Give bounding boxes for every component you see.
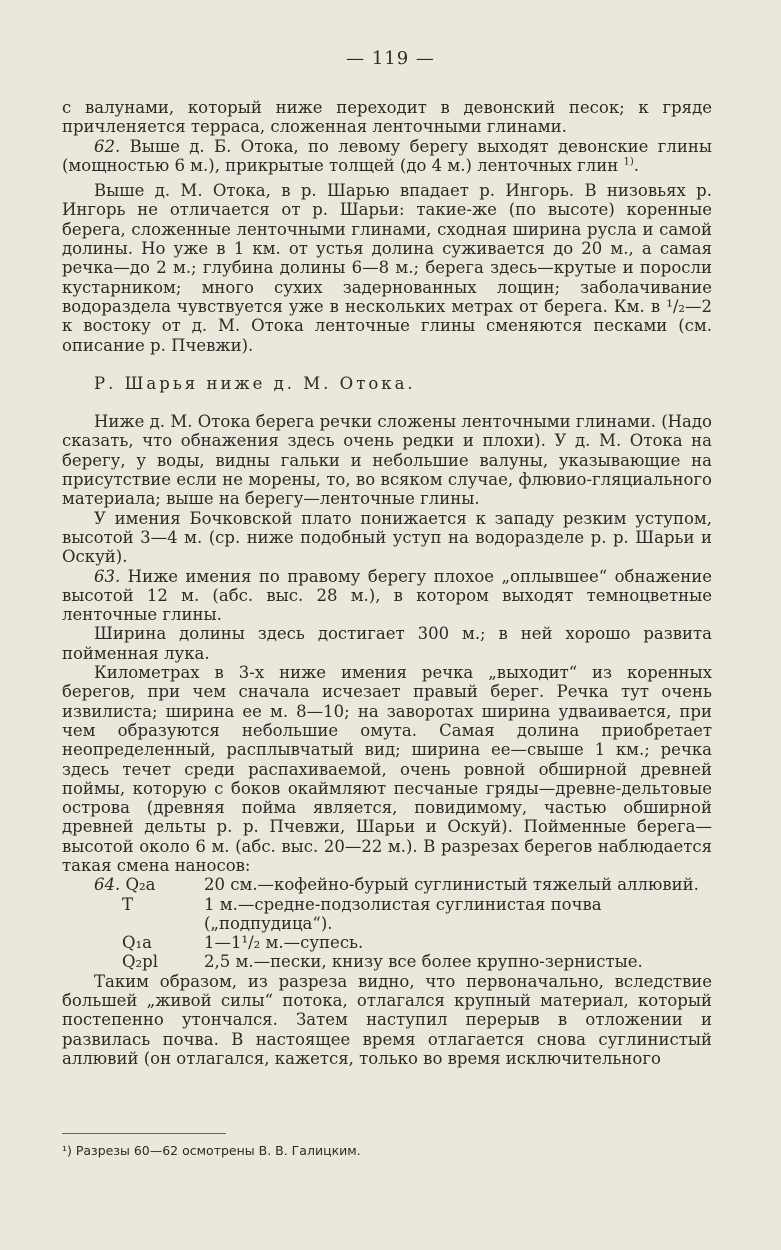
paragraph-below-otok: Ниже д. М. Отока берега речки сложены ленточными глинами. (Надо сказать, что обнажения здесь очень редки и плохи). У д. М. Отока на берегу, у воды, видны гальки и небольшие валуны, указывающие на присутствие если не морены, то, во всяком случае, флювио-гляциального материала; выше на берегу—ленточные глины.	[62, 412, 712, 509]
layer-code: T	[122, 894, 134, 914]
layer-description: 1—1¹/₂ м.—супесь.	[204, 933, 364, 953]
paragraph-conclusion: Таким образом, из разреза видно, что первоначально, вследствие большей „живой силы“ потока, отлагался крупный материал, который постепенно утончался. Затем наступил перерыв в отложении и развилась почва. В настоящее время отлагается снова суглинистый аллювий (он отлагался, кажется, только во время исключительного	[62, 971, 712, 1068]
paragraph-63-text: Ниже имения по правому берегу плохое „оплывшее“ обнажение высотой 12 м. (абс. выс. 28 м.), в котором выходят темноцветные ленточные глины.	[62, 566, 712, 625]
page-number: — 119 —	[346, 48, 435, 69]
layer-code-text: Q₂a	[125, 875, 156, 895]
section-number-63: 63.	[94, 566, 121, 586]
section-64	[62, 875, 712, 971]
section-64-row	[94, 895, 712, 934]
section-64-row	[94, 933, 712, 952]
footnote-divider	[62, 1133, 226, 1134]
section-64-row	[94, 952, 712, 971]
paragraph-valley-width: Ширина долины здесь достигает 300 м.; в ней хорошо развита пойменная лука.	[62, 624, 712, 663]
paragraph-62-tail: .	[633, 155, 639, 175]
layer-code	[94, 875, 204, 894]
paragraph-intro: с валунами, который ниже переходит в девонский песок; к гряде причленяется терраса, сложенная ленточными глинами.	[62, 98, 712, 137]
layer-description: 1 м.—средне-подзолистая суглинистая почва („подпудица“).	[204, 894, 602, 933]
layer-code: Q₁a	[122, 933, 152, 953]
section-number-64: 64.	[94, 875, 121, 895]
paragraph-63	[62, 567, 712, 625]
section-number-62: 62.	[94, 136, 121, 156]
layer-description: 20 см.—кофейно-бурый суглинистый тяжелый аллювий.	[204, 875, 699, 895]
footnote: ¹) Разрезы 60—62 осмотрены В. В. Галицким.	[62, 1143, 361, 1158]
footnote-ref: 1)	[623, 156, 634, 168]
layer-description: 2,5 м.—пески, книзу все более крупно-зернистые.	[204, 952, 643, 972]
section-heading: Р. Шарья ниже д. М. Отока.	[94, 373, 416, 393]
paragraph-62	[62, 137, 712, 176]
paragraph-otok: Выше д. М. Отока, в р. Шарью впадает р. Ингорь. В низовьях р. Ингорь не отличается от р. Шарьи: такие-же (по высоте) коренные берега, сложенные ленточными глинами, сходная ширина русла и самой долины. Но уже в 1 км. от устья долина суживается до 20 м., а самая речка—до 2 м.; глубина долины 6—8 м.; берега здесь—крутые и поросли кустарником; много сухих задернованных лощин; заболачивание водораздела чувствуется уже в нескольких метрах от берега. Км. в ¹/₂—2 к востоку от д. М. Отока ленточные глины сменяются песками (см. описание р. Пчевжи).	[62, 181, 712, 355]
text-column	[62, 98, 712, 1068]
paragraph-estate: У имения Бочковской плато понижается к западу резким уступом, высотой 3—4 м. (ср. ниже подобный уступ на водоразделе р. р. Шарьи и Оскуй).	[62, 508, 712, 567]
paragraph-62-text: Выше д. Б. Отока, по левому берегу выходят девонские глины (мощностью 6 м.), прикрытые толщей (до 4 м.) ленточных глин	[62, 136, 712, 175]
layer-code: Q₂pl	[122, 952, 158, 972]
section-64-row	[94, 875, 712, 894]
paragraph-km3: Километрах в 3-х ниже имения речка „выходит“ из коренных берегов, при чем сначала исчезает правый берег. Речка тут очень извилиста; ширина ее м. 8—10; на заворотах ширина удваивается, при чем образуются небольшие омута. Самая долина приобретает неопределенный, расплывчатый вид; ширина ее—свыше 1 км.; речка здесь течет среди распахиваемой, очень ровной обширной древней поймы, которую с боков окаймляют песчаные гряды—древне-дельтовые острова (древняя пойма является, повидимому, частью обширной древней дельты р. р. Пчевжи, Шарьи и Оскуй). Пойменные берега—высотой около 6 м. (абс. выс. 20—22 м.). В разрезах берегов наблюдается такая смена наносов:	[62, 663, 712, 875]
